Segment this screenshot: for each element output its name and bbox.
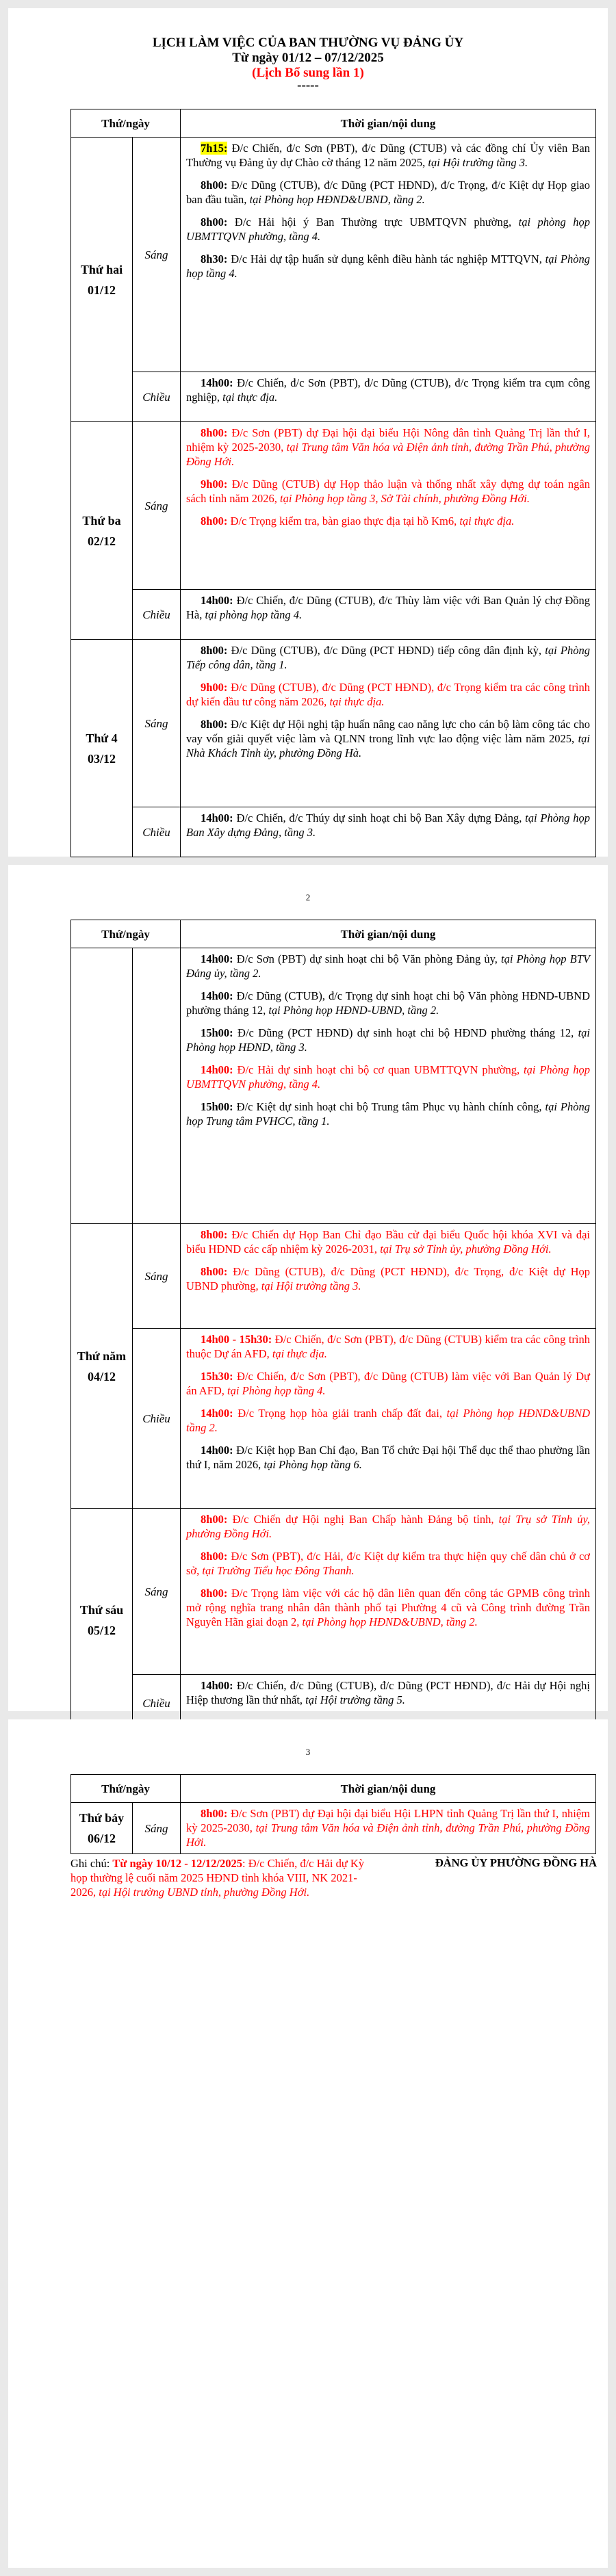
list-item: 15h00: Đ/c Dũng (PCT HĐND) dự sinh hoạt chi bộ HĐND phường tháng 12, tại Phòng họp HĐND, tầng 3.: [186, 1026, 590, 1054]
time-label: 8h00:: [201, 1587, 228, 1600]
list-item: 8h00: Đ/c Trọng kiểm tra, bàn giao thực địa tại hồ Km6, tại thực địa.: [201, 515, 515, 528]
schedule-table: [70, 920, 596, 1732]
date-range: Từ ngày 01/12 – 07/12/2025: [232, 51, 384, 65]
col-header-day: Thứ/ngày: [71, 1775, 181, 1803]
session-afternoon: Chiều: [133, 1329, 181, 1509]
time-label: 14h00:: [201, 952, 233, 965]
list-item: 8h00: Đ/c Sơn (PBT) dự Đại hội đại biểu Hội LHPN tỉnh Quảng Trị lần thứ I, nhiệm kỳ 2025-2030, tại Trung tâm Văn hóa và Điện ảnh tỉnh, đường Trần Phú, phường Đồng Hới.: [186, 1807, 591, 1849]
session-content: [181, 948, 596, 1224]
document-page-3: [8, 1719, 608, 2568]
table-row: [71, 1224, 596, 1329]
day-date: 02/12: [87, 534, 116, 548]
session-content: [181, 640, 596, 807]
session-content: [181, 372, 596, 422]
supplement-label: (Lịch Bổ sung lần 1): [252, 66, 364, 80]
day-date: 03/12: [87, 751, 116, 766]
time-label: 8h00:: [201, 1807, 228, 1820]
note-location: tại Hội trường UBND tỉnh, phường Đồng Hới.: [99, 1886, 310, 1899]
time-label: 8h00:: [201, 216, 228, 229]
time-label: 8h00:: [201, 1265, 228, 1278]
list-item: 14h00: Đ/c Chiến, đ/c Thúy dự sinh hoạt chi bộ Ban Xây dựng Đảng, tại Phòng họp Ban Xây dựng Đảng, tầng 3.: [186, 811, 590, 839]
day-date: 06/12: [87, 1832, 116, 1845]
day-name: Thứ bảy: [79, 1811, 125, 1825]
time-label: 9h00:: [201, 478, 228, 491]
schedule-table: [70, 1774, 596, 1854]
day-cell-wednesday: [71, 640, 133, 857]
list-item: 8h00: Đ/c Dũng (CTUB), đ/c Dũng (PCT HĐND), đ/c Trọng, đ/c Kiệt dự Họp UBND phường, tại Hội trường tầng 3.: [186, 1265, 590, 1292]
document-header: [8, 36, 608, 90]
list-item: 14h00: Đ/c Chiến, đ/c Dũng (CTUB), đ/c Dũng (PCT HĐND), đ/c Hải dự Hội nghị Hiệp thương lần thứ nhất, tại Hội trường tầng 5.: [186, 1679, 590, 1706]
list-item: 14h00: Đ/c Dũng (CTUB), đ/c Trọng dự sinh hoạt chi bộ Văn phòng HĐND-UBND phường tháng 12, tại Phòng họp HĐND-UBND, tầng 2.: [186, 989, 590, 1017]
list-item: 14h00: Đ/c Chiến, đ/c Dũng (CTUB), đ/c Thùy làm việc với Ban Quản lý chợ Đồng Hà, tại phòng họp tầng 4.: [186, 594, 590, 621]
list-item: 8h00: Đ/c Sơn (PBT) dự Đại hội đại biểu Hội Nông dân tỉnh Quảng Trị lần thứ I, nhiệm kỳ 2025-2030, tại Trung tâm Văn hóa và Điện ảnh tỉnh, đường Trần Phú, phường Đồng Hới.: [186, 426, 590, 468]
day-cell-thursday: [71, 1224, 133, 1509]
time-label: 14h00:: [201, 594, 233, 607]
time-label: 8h30:: [201, 252, 228, 265]
list-item: 8h00: Đ/c Chiến dự Họp Ban Chỉ đạo Bầu cử đại biểu Quốc hội khóa XVI và đại biểu HĐND các cấp nhiệm kỳ 2026-2031, tại Trụ sở Tỉnh ủy, phường Đồng Hới.: [186, 1228, 590, 1256]
table-row: [71, 948, 596, 1224]
time-label: 8h00:: [201, 515, 228, 528]
time-label: 8h00:: [201, 1550, 228, 1563]
list-item: 14h00 - 15h30: Đ/c Chiến, đ/c Sơn (PBT), đ/c Dũng (CTUB) kiểm tra các công trình thuộc Dự án AFD, tại thực địa.: [186, 1333, 591, 1360]
time-label: 14h00 - 15h30:: [201, 1333, 272, 1346]
col-header-content: Thời gian/nội dung: [181, 920, 596, 948]
time-label: 7h15:: [201, 142, 228, 155]
page-number: 2: [305, 892, 311, 902]
time-label: 15h00:: [201, 1100, 233, 1113]
list-item: 8h00: Đ/c Hải hội ý Ban Thường trực UBMTQVN phường, tại phòng họp UBMTTQVN phường, tầng 4.: [186, 216, 590, 243]
page-number: 3: [305, 1747, 311, 1757]
time-label: 14h00:: [201, 376, 233, 389]
list-item: 8h00: Đ/c Chiến dự Hội nghị Ban Chấp hành Đảng bộ tỉnh, tại Trụ sở Tỉnh ủy, phường Đồng Hới.: [186, 1513, 590, 1540]
time-label: 14h00:: [201, 811, 233, 824]
day-name: Thứ ba: [82, 513, 121, 528]
session-morning: Sáng: [133, 1509, 181, 1675]
col-header-content: Thời gian/nội dung: [181, 109, 596, 138]
list-item: 7h15: Đ/c Chiến, đ/c Sơn (PBT), đ/c Dũng (CTUB) và các đồng chí Ủy viên Ban Thường vụ Đảng ủy dự Chào cờ tháng 12 năm 2025, tại Hội trường tầng 3.: [186, 142, 590, 169]
day-date: 04/12: [87, 1369, 116, 1383]
col-header-day: Thứ/ngày: [71, 109, 181, 138]
document-page-1: [8, 8, 608, 857]
table-row: [71, 590, 596, 640]
header-divider: -----: [297, 78, 319, 92]
table-row: [71, 640, 596, 807]
time-label: 14h00:: [201, 989, 233, 1002]
note-date: Từ ngày 10/12 - 12/12/2025: [112, 1857, 243, 1870]
document-page-2: [8, 865, 608, 1711]
session-content: [181, 138, 596, 372]
day-cell-continued: [71, 948, 133, 1224]
session-morning: Sáng: [133, 138, 181, 372]
day-cell-monday: [71, 138, 133, 422]
day-name: Thứ hai: [80, 262, 123, 276]
time-label: 14h00:: [201, 1444, 233, 1457]
list-item: 14h00: Đ/c Trọng họp hòa giải tranh chấp đất đai, tại Phòng họp HĐND&UBND tầng 2.: [186, 1407, 590, 1434]
footnote: [70, 1856, 372, 1899]
schedule-table: [70, 109, 596, 857]
time-label: 8h00:: [201, 1228, 228, 1241]
day-name: Thứ 4: [86, 731, 118, 745]
session-morning: Sáng: [133, 1803, 181, 1854]
session-afternoon: Chiều: [133, 372, 181, 422]
table-row: [71, 372, 596, 422]
table-row: [71, 1329, 596, 1509]
session-content: [181, 422, 596, 590]
day-date: 01/12: [87, 283, 116, 297]
table-row: [71, 1803, 596, 1854]
time-label: 8h00:: [201, 644, 228, 657]
session-morning: Sáng: [133, 422, 181, 590]
session-content: [181, 590, 596, 640]
session-content: [181, 1224, 596, 1329]
day-cell-tuesday: [71, 422, 133, 640]
list-item: 8h00: Đ/c Dũng (CTUB), đ/c Dũng (PCT HĐND), đ/c Trọng, đ/c Kiệt dự Họp giao ban đầu tuần, tại Phòng họp HĐND&UBND, tầng 2.: [186, 179, 590, 206]
list-item: 14h00: Đ/c Kiệt họp Ban Chỉ đạo, Ban Tổ chức Đại hội Thể dục thể thao phường lần thứ I, năm 2026, tại Phòng họp tầng 6.: [186, 1444, 590, 1471]
note-text: : Đ/c Chiến, đ/c Hải dự Kỳ họp thường lệ cuối năm 2025 HĐND tỉnh khóa VIII, NK 2021-2026,: [70, 1857, 365, 1899]
list-item: 8h00: Đ/c Trọng làm việc với các hộ dân liên quan đến công tác GPMB công trình mở rộng nghĩa trang nhân dân thành phố tại Phường 4 cũ và Công trình đường Trần Nguyên Hãn giai đoạn 2, tại Phòng họp HĐND&UBND, tầng 2.: [186, 1587, 590, 1628]
session-afternoon: Chiều: [133, 590, 181, 640]
time-label: 15h00:: [201, 1026, 233, 1039]
day-cell-friday: [71, 1509, 133, 1732]
list-item: 9h00: Đ/c Dũng (CTUB) dự Họp thảo luận và thống nhất xây dựng dự toán ngân sách tỉnh năm 2026, tại Phòng họp tầng 3, Sở Tài chính, phường Đồng Hới.: [186, 478, 590, 505]
list-item: 14h00: Đ/c Sơn (PBT) dự sinh hoạt chi bộ Văn phòng Đảng ủy, tại Phòng họp BTV Đảng ủy, tầng 2.: [186, 952, 590, 980]
time-label: 14h00:: [201, 1407, 233, 1420]
time-label: 14h00:: [201, 1063, 233, 1076]
session-afternoon: Chiều: [133, 807, 181, 857]
list-item: 15h30: Đ/c Chiến, đ/c Sơn (PBT), đ/c Dũng (CTUB) làm việc với Ban Quản lý Dự án AFD, tại Phòng họp tầng 4.: [186, 1370, 590, 1397]
time-label: 8h00:: [201, 718, 228, 731]
table-row: [71, 1509, 596, 1675]
session-afternoon: Chiều: [133, 1675, 181, 1732]
session-content: [181, 1803, 596, 1854]
time-label: 8h00:: [201, 426, 228, 439]
list-item: 9h00: Đ/c Dũng (CTUB), đ/c Dũng (PCT HĐND), đ/c Trọng kiểm tra các công trình dự kiến đầu tư công năm 2026, tại thực địa.: [186, 681, 590, 708]
time-label: 8h00:: [201, 179, 228, 192]
time-label: 8h00:: [201, 1513, 228, 1526]
session-continued: [133, 948, 181, 1224]
note-label: Ghi chú:: [70, 1857, 113, 1870]
col-header-day: Thứ/ngày: [71, 920, 181, 948]
session-content: [181, 1509, 596, 1675]
table-header-row: [71, 920, 596, 948]
document-title: LỊCH LÀM VIỆC CỦA BAN THƯỜNG VỤ ĐẢNG ỦY: [152, 36, 464, 50]
list-item: 8h00: Đ/c Kiệt dự Hội nghị tập huấn nâng cao năng lực cho cán bộ làm công tác cho vay vốn giải quyết việc làm và QLNN trong lĩnh vực lao động việc làm năm 2025, tại Nhà Khách Tỉnh ủy, phường Đồng Hà.: [186, 718, 590, 759]
time-label: 14h00:: [201, 1679, 233, 1692]
table-header-row: [71, 1775, 596, 1803]
list-item: 15h00: Đ/c Kiệt dự sinh hoạt chi bộ Trung tâm Phục vụ hành chính công, tại Phòng họp Trung tâm PVHCC, tầng 1.: [186, 1100, 590, 1128]
time-label: 9h00:: [201, 681, 228, 694]
time-label: 15h30:: [201, 1370, 233, 1383]
day-name: Thứ năm: [77, 1349, 127, 1363]
table-row: [71, 807, 596, 857]
session-morning: Sáng: [133, 640, 181, 807]
table-row: [71, 422, 596, 590]
session-morning: Sáng: [133, 1224, 181, 1329]
list-item: 14h00: Đ/c Hải dự sinh hoạt chi bộ cơ quan UBMTTQVN phường, tại Phòng họp UBMTTQVN phường, tầng 4.: [186, 1063, 590, 1091]
session-content: [181, 807, 596, 857]
col-header-content: Thời gian/nội dung: [181, 1775, 596, 1803]
day-cell-saturday: [71, 1803, 133, 1854]
list-item: 8h00: Đ/c Sơn (PBT), đ/c Hải, đ/c Kiệt dự kiểm tra thực hiện quy chế dân chủ ở cơ sở, tại Trường Tiểu học Đông Thanh.: [186, 1550, 590, 1577]
day-name: Thứ sáu: [79, 1602, 124, 1617]
signature-block: ĐẢNG ỦY PHƯỜNG ĐỒNG HÀ: [435, 1856, 597, 1869]
session-content: [181, 1329, 596, 1509]
list-item: 8h00: Đ/c Dũng (CTUB), đ/c Dũng (PCT HĐND) tiếp công dân định kỳ, tại Phòng Tiếp công dân, tầng 1.: [186, 644, 590, 671]
list-item: 14h00: Đ/c Chiến, đ/c Sơn (PBT), đ/c Dũng (CTUB), đ/c Trọng kiểm tra cụm công nghiệp, tại thực địa.: [186, 376, 590, 404]
table-header-row: [71, 109, 596, 138]
day-date: 05/12: [87, 1623, 116, 1637]
list-item: 8h30: Đ/c Hải dự tập huấn sử dụng kênh điều hành tác nghiệp MTTQVN, tại Phòng họp tầng 4.: [186, 252, 590, 280]
table-row: [71, 138, 596, 372]
